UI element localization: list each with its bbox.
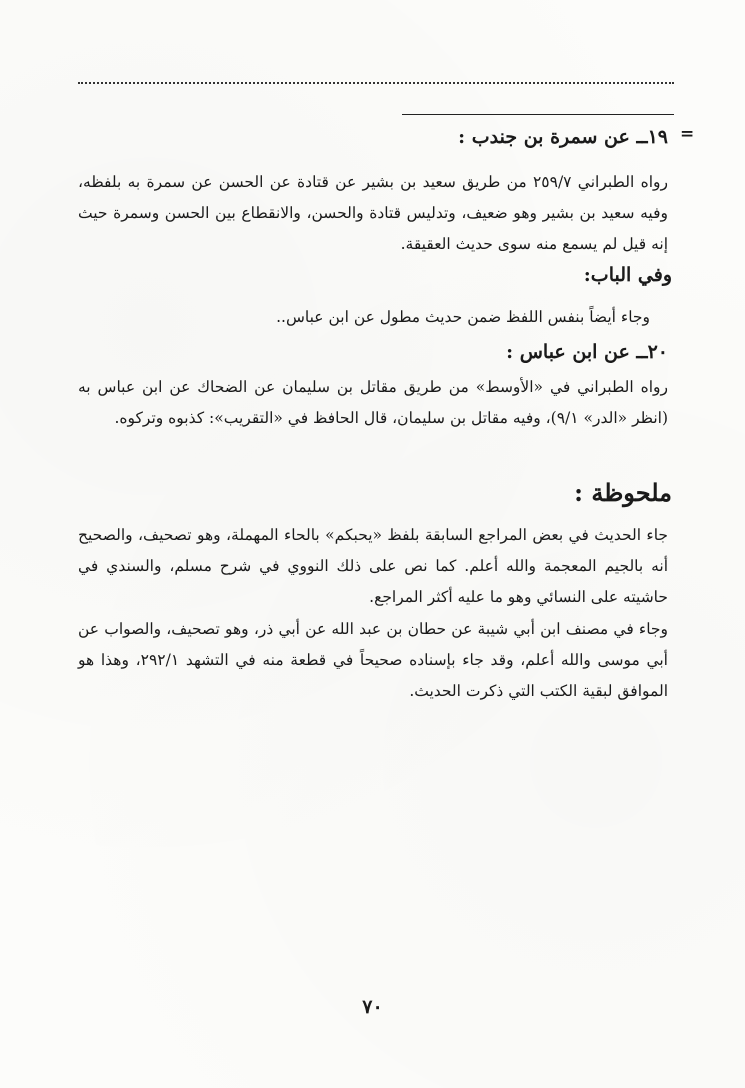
heading-hadith-19: ١٩ــ عن سمرة بن جندب :	[458, 126, 668, 148]
paragraph-fi-al-bab: وجاء أيضاً بنفس اللفظ ضمن حديث مطول عن ابن عباس..	[276, 308, 650, 326]
margin-marker: =	[680, 124, 695, 144]
paragraph-hadith-20: رواه الطبراني في «الأوسط» من طريق مقاتل بن سليمان عن الضحاك عن ابن عباس به (انظر «الدر» ٩/١)، وفيه مقاتل بن سليمان، قال الحافظ في «التقريب»: كذبوه وتركوه.	[78, 378, 668, 427]
heading-fi-al-bab: وفي الباب:	[583, 264, 672, 286]
dotted-divider	[78, 82, 674, 84]
heading-hadith-20: ٢٠ــ عن ابن عباس :	[506, 341, 668, 363]
paragraph-note-1: جاء الحديث في بعض المراجع السابقة بلفظ «يحبكم» بالحاء المهملة، وهو تصحيف، والصحيح أنه بالجيم المعجمة والله أعلم. كما نص على ذلك النووي في شرح مسلم، والسندي في حاشيته على النسائي وهو ما عليه أكثر المراجع.	[78, 526, 668, 606]
paragraph-note-2: وجاء في مصنف ابن أبي شيبة عن حطان بن عبد الله عن أبي ذر، وهو تصحيف، والصواب عن أبي موسى والله أعلم، وقد جاء بإسناده صحيحاً في قطعة منه في التشهد ٢٩٢/١، وهذا هو الموافق لبقية الكتب التي ذكرت الحديث.	[78, 620, 668, 700]
page-number: ٧٠	[362, 996, 383, 1018]
heading-underline	[402, 114, 674, 115]
heading-note: ملحوظة :	[574, 478, 672, 507]
paragraph-hadith-19: رواه الطبراني ٢٥٩/٧ من طريق سعيد بن بشير عن قتادة عن الحسن عن سمرة به بلفظه، وفيه سعيد بن بشير وهو ضعيف، وتدليس قتادة والحسن، والانقطاع بين الحسن وسمرة حيث إنه قيل لم يسمع منه سوى حديث العقيقة.	[78, 173, 668, 253]
